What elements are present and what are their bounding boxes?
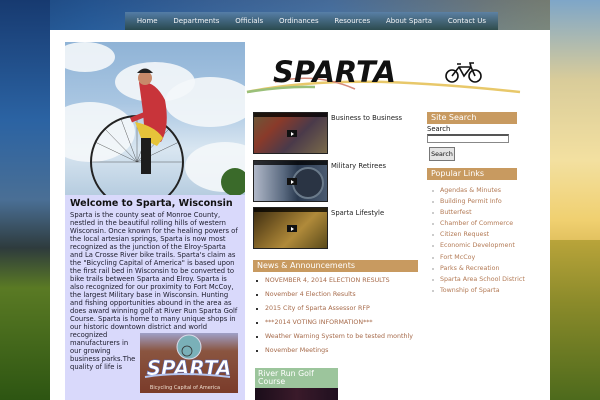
popular-link[interactable]: Citizen Request: [430, 229, 525, 240]
search-button[interactable]: Search: [429, 147, 455, 161]
golf-image[interactable]: [255, 388, 338, 400]
site-search-heading: Site Search: [427, 112, 517, 124]
news-item[interactable]: 2015 City of Sparta Assessor RFP: [255, 302, 425, 316]
main-nav: [125, 12, 498, 30]
hero-image: [65, 42, 245, 195]
popular-link[interactable]: Building Permit Info: [430, 196, 525, 207]
news-heading: News & Announcements: [253, 260, 418, 272]
video-title[interactable]: Military Retirees: [331, 162, 387, 170]
popular-link[interactable]: Chamber of Commerce: [430, 218, 525, 229]
svg-text:Bicycling Capital of America: Bicycling Capital of America: [149, 385, 221, 391]
welcome-section: [65, 195, 245, 400]
welcome-title: Welcome to Sparta, Wisconsin: [70, 198, 233, 209]
play-icon[interactable]: [287, 130, 297, 137]
nav-ordinances[interactable]: Ordinances: [278, 17, 319, 25]
popular-links-list: [430, 185, 525, 296]
golf-heading: River Run Golf Course: [255, 368, 338, 388]
video-lifestyle[interactable]: [253, 207, 423, 252]
news-item[interactable]: NOVEMBER 4, 2014 ELECTION RESULTS: [255, 274, 425, 288]
popular-link[interactable]: Butterfest: [430, 207, 525, 218]
sparta-sign-image: [140, 333, 238, 393]
nav-contact[interactable]: Contact Us: [447, 17, 487, 25]
search-input[interactable]: [427, 134, 509, 143]
popular-link[interactable]: Township of Sparta: [430, 285, 525, 296]
popular-link[interactable]: Agendas & Minutes: [430, 185, 525, 196]
popular-link[interactable]: Parks & Recreation: [430, 263, 525, 274]
sparta-logo[interactable]: [245, 42, 525, 97]
svg-text:SPARTA: SPARTA: [146, 356, 232, 380]
bicycle-icon: [446, 63, 481, 82]
background-left: [0, 0, 50, 400]
nav-officials[interactable]: Officials: [235, 17, 264, 25]
welcome-body: Sparta is the county seat of Monroe County, nestled in the beautiful rolling hills of western Wisconsin. Once known for the healing powers of the local artesian springs, Sparta is now most recognized as the junction of the Elroy-Sparta and La Crosse River bike trails. Sparta's claim as the "Bicycling Capital of America" is based upon the first rail bed in Wisconsin to be converted to bike trails between Sparta and Elroy. Sparta is also recognized for our proximity to Fort McCoy, the largest Military base in Wisconsin. Hunting and fishing opportunities abound in the area as does award winning golf at River Run Sparta Golf Course. Sparta is home to many unique shops in our historic downtown SPARTA Bicycling Capital of America district and world recognized manufacturers in our growing business parks.The quality of life is: [70, 211, 238, 391]
page-content: [50, 30, 550, 400]
video-military[interactable]: [253, 160, 423, 205]
video-title[interactable]: Sparta Lifestyle: [331, 209, 385, 217]
play-icon[interactable]: [287, 178, 297, 185]
play-icon[interactable]: [287, 225, 297, 232]
video-thumbnail[interactable]: [253, 112, 328, 154]
nav-home[interactable]: Home: [136, 17, 158, 25]
video-business[interactable]: [253, 112, 423, 157]
news-list: [255, 274, 425, 358]
news-item[interactable]: ***2014 VOTING INFORMATION***: [255, 316, 425, 330]
statue-illustration: [65, 42, 245, 195]
news-item[interactable]: Weather Warning System to be tested monthly: [255, 330, 425, 344]
nav-about[interactable]: About Sparta: [385, 17, 432, 25]
popular-link[interactable]: Fort McCoy: [430, 252, 525, 263]
nav-resources[interactable]: Resources: [334, 17, 371, 25]
video-thumbnail[interactable]: [253, 207, 328, 249]
popular-link[interactable]: Economic Development: [430, 240, 525, 251]
video-title[interactable]: Business to Business: [331, 114, 403, 122]
background-right-grass: [550, 240, 600, 400]
video-thumbnail[interactable]: [253, 160, 328, 202]
search-label: Search: [427, 125, 451, 133]
news-item[interactable]: November 4 Election Results: [255, 288, 425, 302]
popular-link[interactable]: Sparta Area School District: [430, 274, 525, 285]
popular-links-heading: Popular Links: [427, 168, 517, 180]
logo-text: SPARTA: [273, 55, 396, 89]
nav-departments[interactable]: Departments: [173, 17, 220, 25]
news-item[interactable]: November Meetings: [255, 344, 425, 358]
